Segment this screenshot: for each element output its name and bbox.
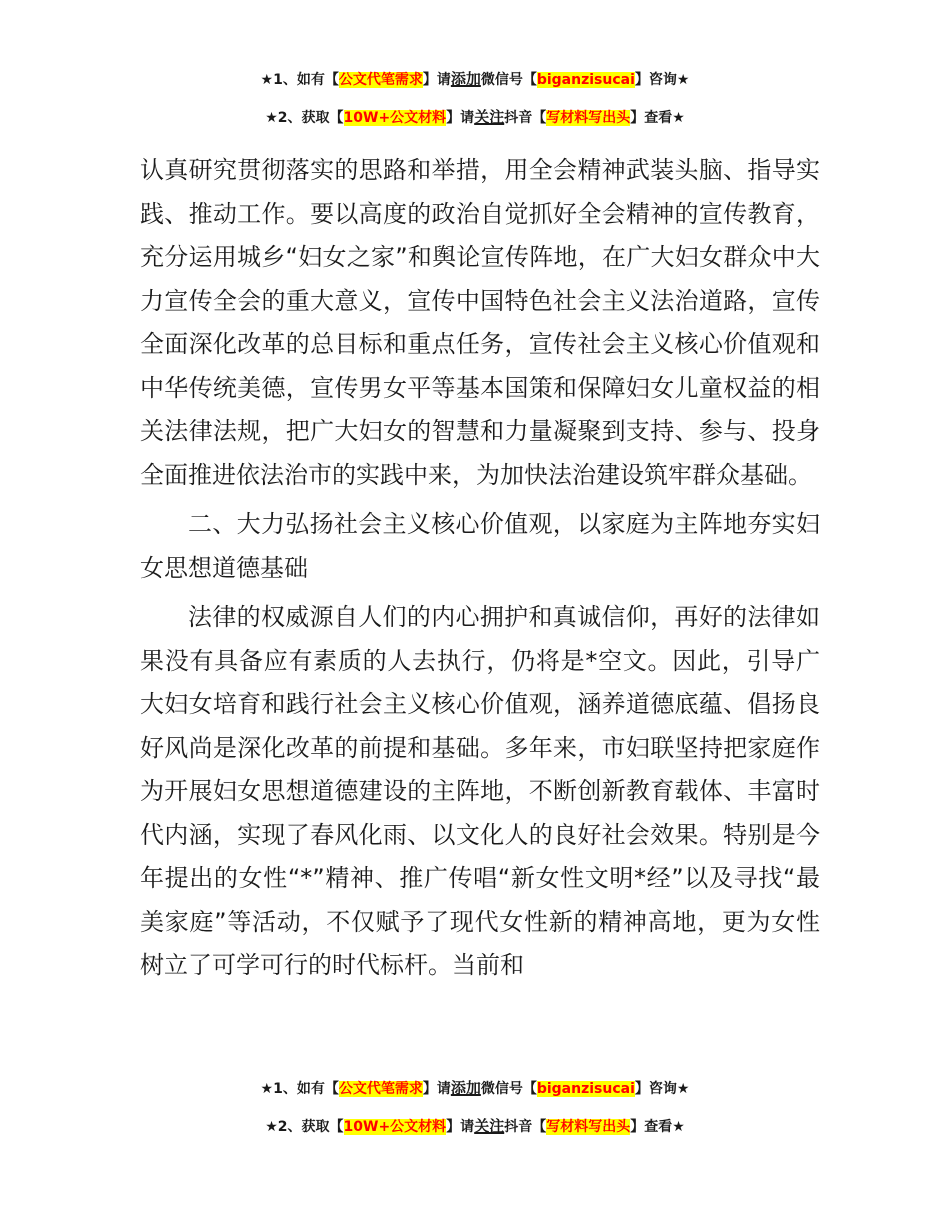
header-notice-consult <box>0 69 950 90</box>
notice-text: 】请 <box>446 1119 475 1135</box>
wechat-id-highlight: biganzisucai <box>536 72 635 88</box>
notice-prefix: ★2、获取【 <box>265 110 344 126</box>
douyin-id-highlight: 写材料写出头 <box>546 1119 631 1135</box>
footer-notice-consult <box>0 1078 950 1099</box>
header-notice-materials <box>0 107 950 128</box>
notice-suffix: 】查看★ <box>630 1119 685 1135</box>
notice-suffix: 】咨询★ <box>634 1081 690 1097</box>
document-body <box>140 149 820 994</box>
notice-suffix: 】咨询★ <box>634 72 690 88</box>
notice-emphasis: 关注 <box>474 108 505 126</box>
notice-prefix: ★1、如有【 <box>260 72 339 88</box>
wechat-id-highlight: biganzisucai <box>536 1081 635 1097</box>
notice-emphasis: 关注 <box>474 1117 505 1135</box>
notice-tag-highlight: 10W+公文材料 <box>343 110 447 126</box>
notice-text: 微信号【 <box>480 72 537 88</box>
notice-text: 】请 <box>422 1081 451 1097</box>
notice-text: 抖音【 <box>504 110 547 126</box>
notice-emphasis: 添加 <box>450 1079 481 1097</box>
section-heading: 二、大力弘扬社会主义核心价值观，以家庭为主阵地夯实妇女思想道德基础 <box>140 510 820 582</box>
notice-text: 】请 <box>422 72 451 88</box>
notice-text: 抖音【 <box>504 1119 547 1135</box>
notice-emphasis: 添加 <box>450 70 481 88</box>
notice-suffix: 】查看★ <box>630 110 685 126</box>
notice-tag-highlight: 10W+公文材料 <box>343 1119 447 1135</box>
notice-tag-highlight: 公文代笔需求 <box>338 72 423 88</box>
footer-notice-materials <box>0 1116 950 1137</box>
notice-text: 微信号【 <box>480 1081 537 1097</box>
paragraph-continuation: 认真研究贯彻落实的思路和举措，用全会精神武装头脑、指导实践、推动工作。要以高度的政治自觉抓好全会精神的宣传教育，充分运用城乡“妇女之家”和舆论宣传阵地，在广大妇女群众中大力宣传全会的重大意义，宣传中国特色社会主义法治道路，宣传全面深化改革的总目标和重点任务，宣传社会主义核心价值观和中华传统美德，宣传男女平等基本国策和保障妇女儿童权益的相关法律法规，把广大妇女的智慧和力量凝聚到支持、参与、投身全面推进依法治市的实践中来，为加快法治建设筑牢群众基础。 <box>140 156 820 489</box>
notice-prefix: ★1、如有【 <box>260 1081 339 1097</box>
notice-tag-highlight: 公文代笔需求 <box>338 1081 423 1097</box>
notice-text: 】请 <box>446 110 475 126</box>
douyin-id-highlight: 写材料写出头 <box>546 110 631 126</box>
notice-prefix: ★2、获取【 <box>265 1119 344 1135</box>
paragraph-body: 法律的权威源自人们的内心拥护和真诚信仰，再好的法律如果没有具备应有素质的人去执行，仍将是*空文。因此，引导广大妇女培育和践行社会主义核心价值观，涵养道德底蕴、倡扬良好风尚是深化改革的前提和基础。多年来，市妇联坚持把家庭作为开展妇女思想道德建设的主阵地，不断创新教育载体、丰富时代内涵，实现了春风化雨、以文化人的良好社会效果。特别是今年提出的女性“*”精神、推广传唱“新女性文明*经”以及寻找“最美家庭”等活动，不仅赋予了现代女性新的精神高地，更为女性树立了可学可行的时代标杆。当前和 <box>140 603 820 979</box>
